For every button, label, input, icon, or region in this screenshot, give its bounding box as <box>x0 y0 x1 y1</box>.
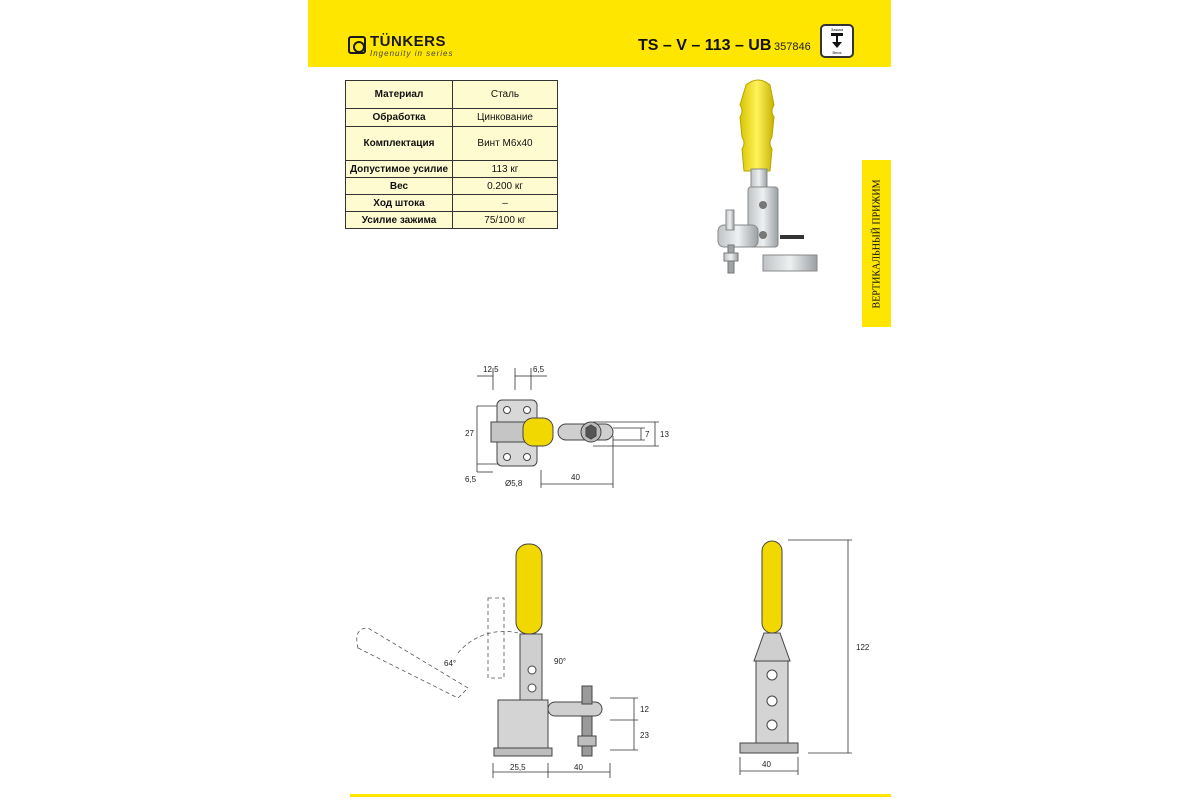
dim-label: 40 <box>762 760 771 769</box>
spec-label: Ход штока <box>346 195 453 212</box>
product-code: TS – V – 113 – UB <box>638 37 772 54</box>
brand-tagline: Ingenuity in series <box>370 49 454 58</box>
spec-value: 75/100 кг <box>453 212 558 229</box>
brand-name: TÜNKERS <box>370 33 447 50</box>
dim-label: 13 <box>660 430 669 439</box>
article-number: 357846 <box>774 41 811 53</box>
spec-value: Цинкование <box>453 109 558 127</box>
gear-logo-icon <box>348 36 366 54</box>
top-view-drawing <box>463 360 678 495</box>
spec-label: Комплектация <box>346 127 453 161</box>
table-row <box>346 195 558 212</box>
specs-table <box>345 80 558 229</box>
angle-label: 90° <box>554 657 567 666</box>
spec-label: Материал <box>346 81 453 109</box>
table-row <box>346 178 558 195</box>
dim-label: Ø5,8 <box>505 479 523 488</box>
header-bar <box>308 0 891 67</box>
category-side-tab <box>862 160 891 327</box>
spec-value: Винт М6х40 <box>453 127 558 161</box>
spec-value: 113 кг <box>453 161 558 178</box>
spec-value: Сталь <box>453 81 558 109</box>
dim-label: 7 <box>645 430 650 439</box>
dim-label: 12 <box>640 705 649 714</box>
dim-label: 40 <box>574 763 583 772</box>
table-row <box>346 81 558 109</box>
table-row <box>346 212 558 229</box>
front-view-drawing <box>728 535 878 785</box>
angle-label: 64° <box>444 659 457 668</box>
spec-value: 0.200 кг <box>453 178 558 195</box>
product-photo <box>708 75 828 280</box>
dim-label: 25,5 <box>510 763 526 772</box>
badge-top-text: Зажим <box>830 27 844 32</box>
dim-label: 27 <box>465 429 474 438</box>
spec-label: Обработка <box>346 109 453 127</box>
dim-label: 6,5 <box>533 365 545 374</box>
datasheet-page <box>308 0 891 800</box>
dim-label: 6,5 <box>465 475 477 484</box>
category-label: ВЕРТИКАЛЬНЫЙ ПРИЖИМ <box>871 179 882 308</box>
spec-label: Допустимое усилие <box>346 161 453 178</box>
clamp-type-badge <box>820 24 854 58</box>
spec-value: – <box>453 195 558 212</box>
dim-label: 122 <box>856 643 870 652</box>
table-row <box>346 109 558 127</box>
dim-label: 23 <box>640 731 649 740</box>
clamp-down-icon <box>830 33 844 49</box>
table-row <box>346 127 558 161</box>
dim-label: 40 <box>571 473 580 482</box>
spec-label: Усилие зажима <box>346 212 453 229</box>
spec-label: Вес <box>346 178 453 195</box>
footer-rule <box>350 794 891 797</box>
badge-bottom-text: Вниз <box>832 50 842 55</box>
side-view-drawing <box>348 538 648 783</box>
dim-label: 12,5 <box>483 365 499 374</box>
table-row <box>346 161 558 178</box>
